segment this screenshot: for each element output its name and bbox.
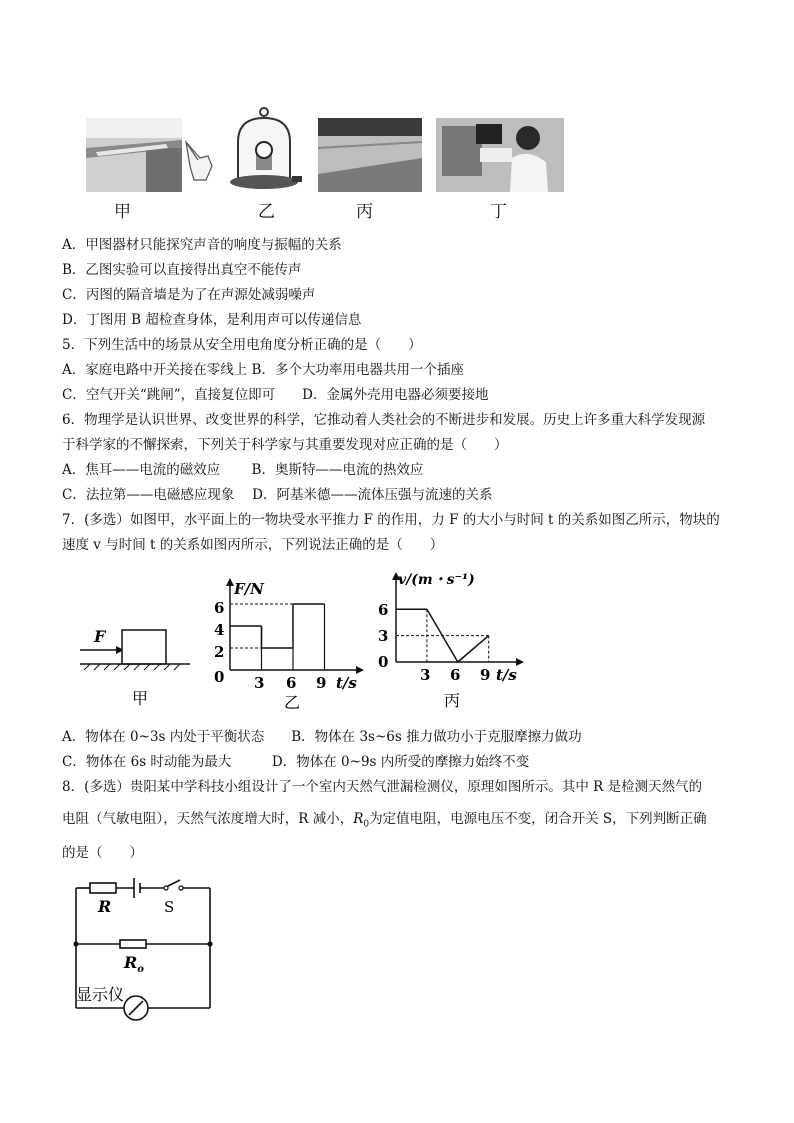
hand-icon	[182, 136, 214, 184]
q8-stem-line2-b: 为定值电阻，电源电压不变，闭合开关 S，下列判断正确	[369, 811, 707, 827]
q5-options-cd: C．空气开关“跳闸”，直接复位即可 D．金属外壳用电器必须要接地	[62, 387, 489, 403]
photo-sound-barrier	[318, 118, 422, 192]
yi-xlabel: t/s	[336, 674, 357, 692]
label-meter: 显示仪	[76, 985, 125, 1004]
yi-xtick-3: 3	[254, 674, 265, 692]
yi-xtick-9: 9	[316, 674, 327, 692]
q8-r0-symbol: R	[353, 811, 364, 827]
label-r0: $R_o$	[124, 953, 144, 975]
caption-jia: 甲	[114, 202, 131, 222]
q6-stem-line2: 于科学家的不懈探索，下列关于科学家与其重要发现对应正确的是（ ）	[62, 437, 508, 453]
circuit-diagram	[68, 872, 218, 1024]
figure-yi-chart	[206, 574, 366, 714]
yi-ytick-6: 6	[214, 599, 225, 617]
q8-r0-subscript: 0	[363, 819, 370, 830]
yi-ytick-4: 4	[214, 621, 225, 639]
figure-yi-caption: 乙	[284, 693, 301, 712]
q7-options-cd: C．物体在 6s 时动能为最大 D．物体在 0~9s 内所受的摩擦力始终不变	[62, 754, 530, 770]
bing-xtick-6: 6	[450, 666, 461, 684]
q7-options-ab: A．物体在 0~3s 内处于平衡状态 B．物体在 3s~6s 推力做功小于克服摩擦力做功	[62, 729, 582, 745]
q5-options-ab: A．家庭电路中开关接在零线上 B．多个大功率用电器共用一个插座	[62, 362, 464, 378]
q6-stem-line1: 6．物理学是认识世界、改变世界的科学，它推动着人类社会的不断进步和发展。历史上许多重大科学发现源	[62, 412, 706, 428]
q4-option-d: D．丁图用 B 超检查身体，是利用声可以传递信息	[62, 312, 362, 328]
label-r: R	[98, 897, 112, 916]
figure-bing-chart	[370, 566, 526, 714]
q8-stem-line2-a: 电阻（气敏电阻），天然气浓度增大时，R 减小，	[62, 811, 354, 827]
bing-velocity-segment	[458, 636, 489, 662]
yi-xtick-0: 0	[214, 668, 225, 686]
q4-option-c: C．丙图的隔音墙是为了在声源处减弱噪声	[62, 287, 316, 303]
bell-jar-apparatus	[226, 106, 306, 194]
q8-stem-line1: 8．(多选）贵阳某中学科技小组设计了一个室内天然气泄漏检测仪，原理如图所示。其中 R 是检测天然气的	[62, 779, 703, 795]
figure-jia-caption: 甲	[132, 689, 149, 708]
figure-bing-caption: 丙	[444, 691, 461, 710]
bing-ytick-6: 6	[378, 601, 389, 619]
q8-stem-line2	[62, 810, 707, 834]
q8-stem-line3: 的是（ ）	[62, 845, 143, 861]
caption-bing: 丙	[356, 202, 373, 222]
yi-ytick-2: 2	[214, 643, 225, 661]
q6-options-ab: A．焦耳——电流的磁效应 B．奥斯特——电流的热效应	[62, 462, 424, 478]
photo-ruler-table	[86, 118, 182, 192]
force-label: F	[94, 627, 106, 646]
bing-xtick-9: 9	[480, 666, 491, 684]
q6-options-cd: C．法拉第——电磁感应现象 D．阿基米德——流体压强与流速的关系	[62, 487, 493, 503]
yi-xtick-6: 6	[286, 674, 297, 692]
photo-b-ultrasound	[436, 118, 564, 192]
bing-xtick-3: 3	[420, 666, 431, 684]
label-s: S	[164, 898, 175, 916]
bing-ylabel: v/(m・s⁻¹)	[398, 572, 475, 588]
q7-stem-line1: 7．(多选）如图甲，水平面上的一物块受水平推力 F 的作用，力 F 的大小与时间 t 的关系如图乙所示，物块的	[62, 512, 720, 528]
caption-yi: 乙	[258, 202, 275, 222]
yi-ylabel: F/N	[234, 580, 264, 598]
q7-stem-line2: 速度 v 与时间 t 的关系如图丙所示，下列说法正确的是（ ）	[62, 537, 444, 553]
resistor-r0	[120, 940, 146, 948]
q4-option-b: B．乙图实验可以直接得出真空不能传声	[62, 262, 302, 278]
resistor-r	[90, 883, 116, 893]
figure-jia-block	[80, 620, 200, 710]
q5-stem: 5．下列生活中的场景从安全用电角度分析正确的是（ ）	[62, 337, 422, 353]
q4-option-a: A．甲图器材只能探究声音的响度与振幅的关系	[62, 237, 342, 253]
bing-xlabel: t/s	[496, 666, 517, 684]
caption-ding: 丁	[490, 202, 507, 222]
bing-ytick-3: 3	[378, 627, 389, 645]
bing-ytick-0: 0	[378, 653, 389, 671]
